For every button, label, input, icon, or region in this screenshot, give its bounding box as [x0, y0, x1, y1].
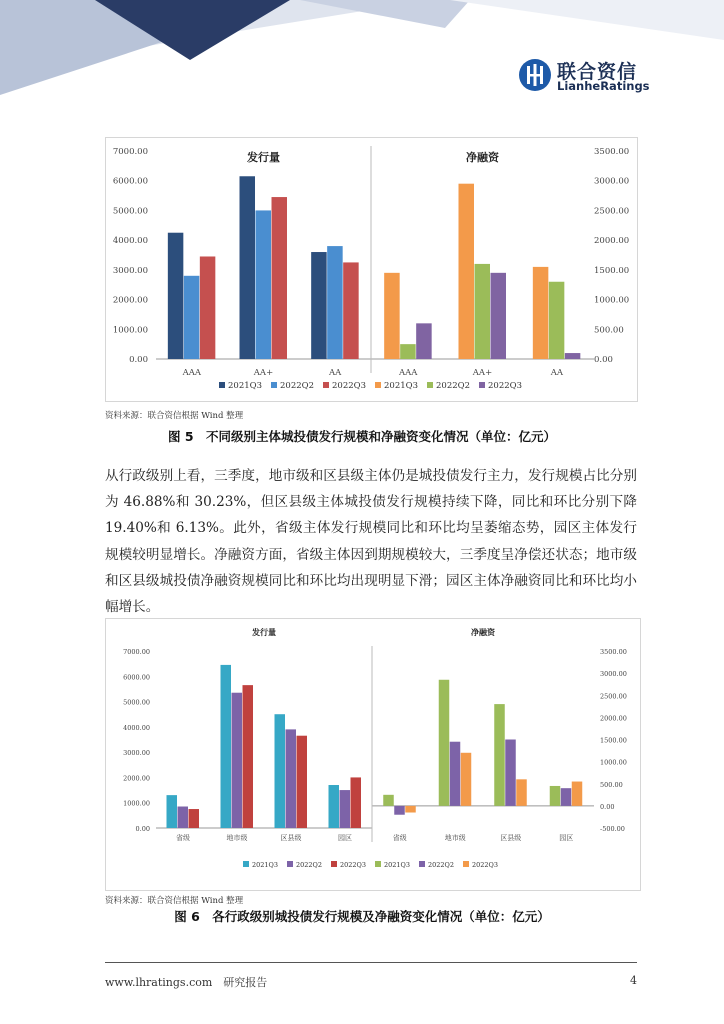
figure6-caption: 图 6 各行政级别城投债发行规模及净融资变化情况（单位：亿元）: [174, 909, 550, 924]
x-category-label: AA+: [472, 368, 493, 378]
right-axis-tick-label: 3500.00: [594, 147, 630, 157]
bar-2021Q3: [459, 184, 475, 359]
right-axis-tick-label: 500.00: [600, 780, 623, 789]
legend-label: 2022Q2: [428, 861, 455, 869]
bar-2022Q2: [340, 790, 351, 828]
bar-2022Q3: [405, 806, 416, 813]
bar-2022Q3: [416, 323, 432, 359]
x-category-label: AA+: [253, 368, 274, 378]
right-axis-tick-label: 2000.00: [594, 236, 630, 247]
left-axis-tick-label: 3000.00: [123, 749, 150, 758]
x-category-label: 园区: [559, 834, 574, 842]
bar-2022Q2: [184, 276, 200, 359]
left-axis-tick-label: 5000.00: [123, 698, 150, 707]
legend-swatch: [375, 382, 381, 388]
bar-2022Q2: [256, 210, 272, 359]
left-axis-tick-label: 7000.00: [123, 648, 150, 656]
right-axis-tick-label: 2000.00: [600, 714, 627, 723]
bar-2022Q3: [200, 256, 216, 359]
bar-2021Q3: [384, 273, 400, 359]
bar-2022Q3: [272, 197, 288, 359]
logo: [519, 57, 654, 97]
legend-swatch: [375, 861, 381, 867]
x-category-label: 省级: [392, 834, 407, 842]
bar-2022Q3: [461, 753, 472, 806]
bar-2021Q3: [383, 795, 394, 806]
logo-icon: [519, 59, 551, 91]
figure6-svg: [106, 619, 640, 890]
left-axis-tick-label: 6000.00: [123, 673, 150, 682]
x-category-label: 省级: [176, 834, 190, 842]
header-band-right2: [450, 0, 724, 40]
left-axis-tick-label: 5000.00: [112, 206, 148, 217]
figure6-chart: [105, 618, 641, 891]
legend-label: 2021Q3: [384, 861, 411, 869]
bar-2022Q2: [561, 788, 572, 806]
bar-2022Q3: [565, 353, 581, 359]
left-axis-tick-label: 2000.00: [112, 295, 148, 306]
legend-label: 2021Q3: [252, 861, 279, 869]
left-axis-tick-label: 4000.00: [112, 236, 148, 247]
legend-swatch: [463, 861, 469, 867]
bar-2021Q3: [275, 714, 286, 828]
legend-label: 2022Q2: [280, 381, 315, 391]
bar-2022Q3: [189, 809, 200, 828]
body-paragraph: 从行政级别上看，三季度，地市级和区县级主体仍是城投债发行主力，发行规模占比分别为 46.88%和 30.23%，但区县级主体城投债发行规模持续下降，同比和环比分别下降 19.40%和 6.13%。此外，省级主体发行规模同比和环比均呈萎缩态势，园区主体发行规模较明显增长。净融资方面，省级主体因到期规模较大，三季度呈净偿还状态；地市级和区县级城投债净融资规模同比和环比均出现明显下滑；园区主体净融资同比和环比均小幅增长。: [105, 468, 637, 616]
right-axis-tick-label: 1500.00: [600, 736, 627, 745]
bar-2022Q2: [400, 344, 416, 359]
x-category-label: 地市级: [226, 834, 248, 842]
legend-label: 2022Q3: [488, 381, 523, 391]
figure5-svg: [106, 138, 637, 401]
footer-divider: [105, 962, 637, 963]
bar-2021Q3: [167, 795, 178, 828]
x-category-label: AA: [329, 368, 342, 378]
left-axis-tick-label: 0.00: [129, 355, 148, 365]
legend-label: 2022Q3: [472, 861, 499, 869]
bar-2022Q2: [475, 264, 491, 359]
figure5-source: 资料来源：联合资信根据 Wind 整理: [105, 411, 244, 421]
legend-label: 2022Q2: [436, 381, 471, 391]
bar-2021Q3: [168, 233, 184, 359]
left-axis-tick-label: 0.00: [135, 825, 150, 833]
right-axis-tick-label: 3500.00: [600, 648, 627, 656]
bar-2022Q3: [243, 685, 254, 828]
left-axis-tick-label: 3000.00: [112, 265, 148, 276]
x-category-label: 园区: [338, 834, 352, 842]
bar-2022Q3: [516, 779, 527, 806]
left-axis-tick-label: 2000.00: [123, 774, 150, 783]
bar-2022Q2: [549, 282, 565, 359]
logo-name: 联合资信: [557, 61, 638, 83]
legend-swatch: [323, 382, 329, 388]
right-axis-tick-label: 3000.00: [594, 176, 630, 187]
legend-label: 2021Q3: [384, 381, 419, 391]
legend-swatch: [271, 382, 277, 388]
x-category-label: AA: [550, 368, 563, 378]
legend-swatch: [243, 861, 249, 867]
legend-label: 2022Q2: [296, 861, 323, 869]
right-axis-tick-label: 2500.00: [594, 206, 630, 217]
x-category-label: 区县级: [280, 834, 302, 842]
bar-2022Q3: [491, 273, 507, 359]
right-axis-tick-label: 0.00: [594, 355, 613, 365]
bar-2021Q3: [329, 785, 340, 828]
x-category-label: 地市级: [444, 834, 466, 842]
logo-en: LianheRatings: [557, 79, 650, 93]
left-axis-tick-label: 6000.00: [112, 176, 148, 187]
panel-title: 发行量: [247, 151, 280, 164]
right-axis-tick-label: 2500.00: [600, 692, 627, 701]
bar-2022Q2: [394, 806, 405, 815]
legend-swatch: [331, 861, 337, 867]
bar-2021Q3: [439, 680, 450, 806]
figure5-chart: [105, 137, 638, 402]
bar-2022Q3: [351, 777, 362, 828]
panel-title: 净融资: [471, 627, 495, 637]
bar-2021Q3: [550, 786, 561, 806]
figure6-source: 资料来源：联合资信根据 Wind 整理: [105, 896, 244, 906]
left-axis-tick-label: 7000.00: [112, 147, 148, 157]
left-axis-tick-label: 1000.00: [123, 799, 150, 808]
x-category-label: 区县级: [500, 834, 522, 842]
bar-2021Q3: [221, 665, 232, 828]
right-axis-tick-label: 1000.00: [594, 295, 630, 306]
x-category-label: AAA: [182, 368, 202, 378]
bar-2022Q2: [450, 742, 461, 806]
right-axis-tick-label: 3000.00: [600, 670, 627, 679]
left-axis-tick-label: 4000.00: [123, 723, 150, 732]
bar-2022Q2: [232, 693, 243, 828]
footer-site: www.lhratings.com 研究报告: [105, 976, 268, 989]
legend-swatch: [219, 382, 225, 388]
right-axis-tick-label: -500.00: [600, 825, 625, 833]
bar-2022Q2: [286, 729, 297, 828]
legend-swatch: [419, 861, 425, 867]
bar-2022Q2: [327, 246, 343, 359]
legend-label: 2022Q3: [332, 381, 367, 391]
legend-swatch: [287, 861, 293, 867]
bar-2021Q3: [311, 252, 327, 359]
panel-title: 发行量: [252, 627, 276, 637]
bar-2022Q3: [297, 736, 308, 828]
page-number: 4: [630, 974, 637, 987]
legend-swatch: [479, 382, 485, 388]
legend-label: 2022Q3: [340, 861, 367, 869]
legend-swatch: [427, 382, 433, 388]
right-axis-tick-label: 1000.00: [600, 758, 627, 767]
legend-label: 2021Q3: [228, 381, 263, 391]
x-category-label: AAA: [398, 368, 418, 378]
bar-2022Q3: [343, 262, 359, 359]
left-axis-tick-label: 1000.00: [112, 325, 148, 336]
bar-2022Q3: [572, 782, 583, 806]
right-axis-tick-label: 0.00: [600, 802, 615, 811]
bar-2022Q2: [505, 740, 516, 806]
figure5-caption: 图 5 不同级别主体城投债发行规模和净融资变化情况（单位：亿元）: [167, 429, 557, 444]
right-axis-tick-label: 1500.00: [594, 265, 630, 276]
panel-title: 净融资: [466, 151, 499, 164]
bar-2021Q3: [533, 267, 549, 359]
bar-2022Q2: [178, 807, 189, 828]
bar-2021Q3: [240, 176, 256, 359]
bar-2021Q3: [494, 704, 505, 806]
right-axis-tick-label: 500.00: [594, 325, 624, 336]
